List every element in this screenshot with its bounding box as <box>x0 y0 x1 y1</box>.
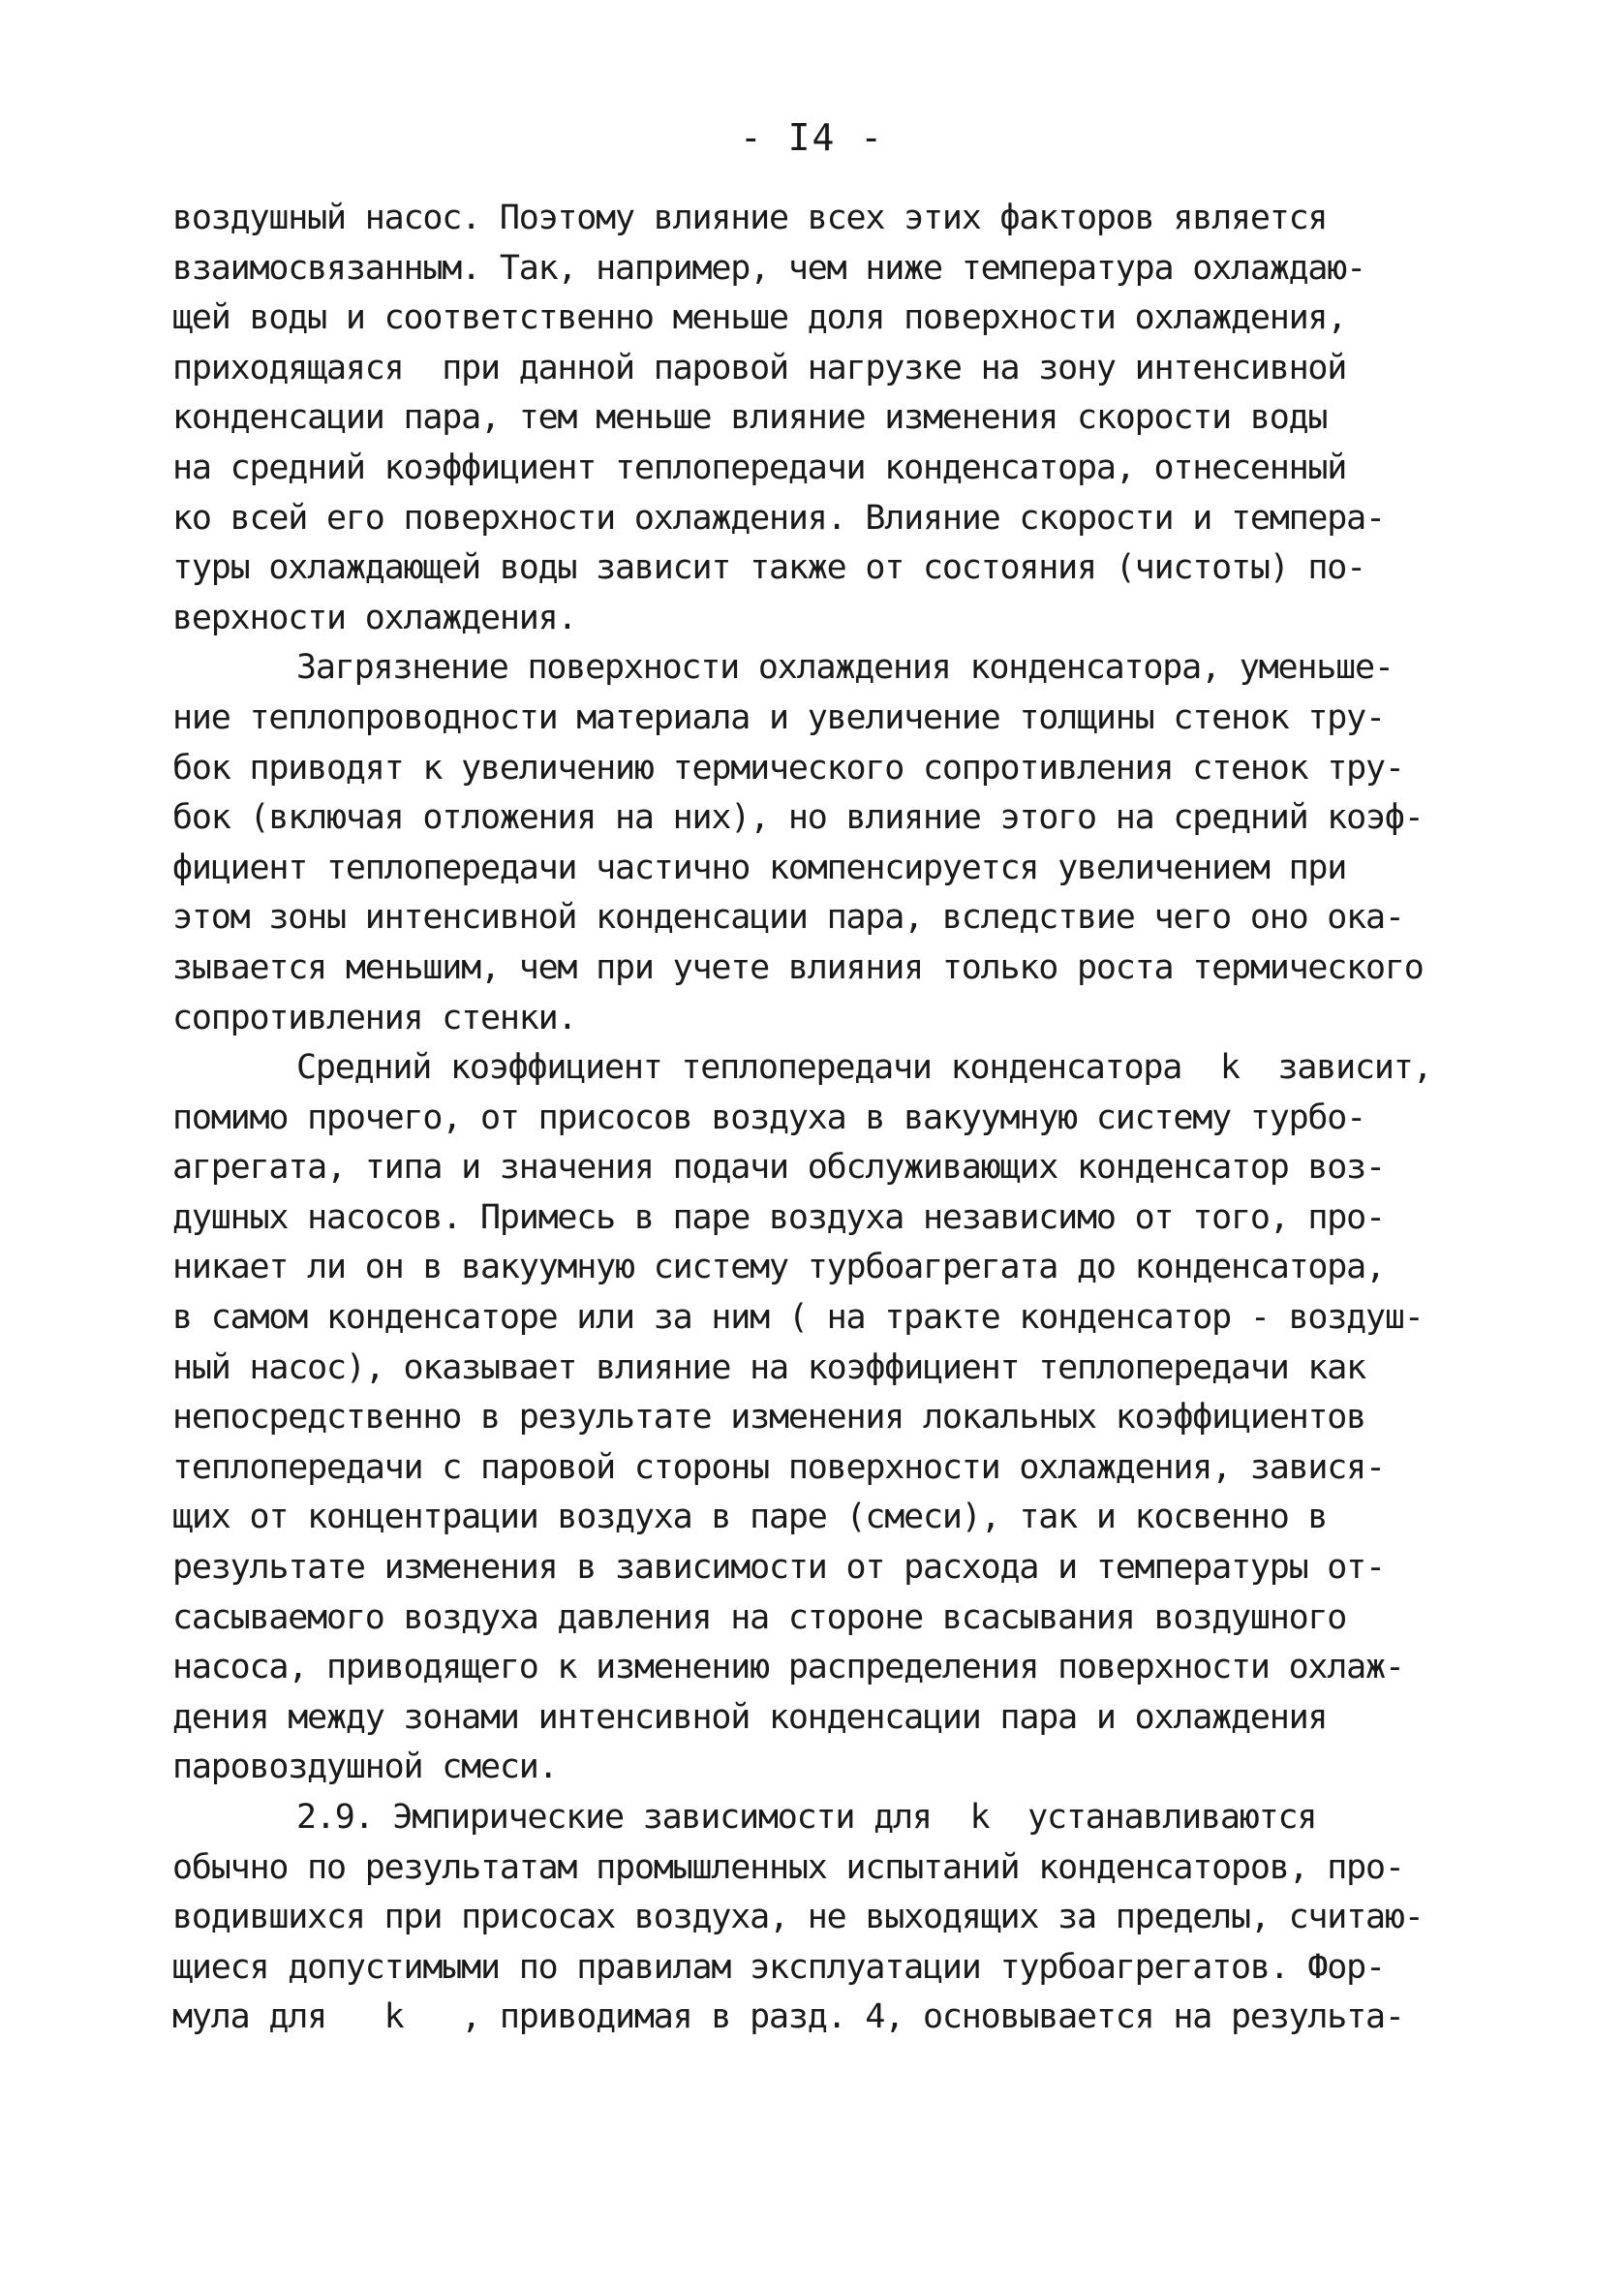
text-line: Загрязнение поверхности охлаждения конденсатора, уменьше- <box>296 648 1394 688</box>
text-line: на средний коэффициент теплопередачи конденсатора, отнесенный <box>172 448 1347 487</box>
text-line: в самом конденсаторе или за ним ( на тракте конденсатор - воздуш- <box>172 1298 1424 1338</box>
text-line: зывается меньшим, чем при учете влияния только роста термического <box>172 947 1424 987</box>
text-line: щих от концентрации воздуха в паре (смеси), так и косвенно в <box>172 1498 1328 1537</box>
text-line: щей воды и соответственно меньше доля поверхности охлаждения, <box>172 298 1347 338</box>
text-line: этом зоны интенсивной конденсации пара, вследствие чего оно ока- <box>172 898 1404 938</box>
text-line: ко всей его поверхности охлаждения. Влияние скорости и темпера- <box>172 498 1385 538</box>
text-line: конденсации пара, тем меньше влияние изменения скорости воды <box>172 398 1328 438</box>
text-line: Средний коэффициент теплопередачи конденсатора k зависит, <box>296 1048 1432 1088</box>
text-line: ние теплопроводности материала и увеличение толщины стенок тру- <box>172 697 1385 737</box>
text-line: бок (включая отложения на них), но влияние этого на средний коэф- <box>172 798 1424 838</box>
page-number: - I4 - <box>739 116 885 159</box>
text-line: бок приводят к увеличению термического сопротивления стенок тру- <box>172 748 1404 788</box>
body-text <box>172 194 1509 2043</box>
text-line: ный насос), оказывает влияние на коэффициент теплопередачи как <box>172 1347 1366 1387</box>
text-line: теплопередачи с паровой стороны поверхности охлаждения, завися- <box>172 1447 1385 1487</box>
text-line: верхности охлаждения. <box>172 598 577 637</box>
text-line: 2.9. Эмпирические зависимости для k устанавливаются <box>296 1798 1317 1837</box>
text-line: взаимосвязанным. Так, например, чем ниже температура охлаждаю- <box>172 248 1366 288</box>
text-line: мула для k , приводимая в разд. 4, основывается на результа- <box>172 1997 1404 2037</box>
text-line: никает ли он в вакуумную систему турбоагрегата до конденсатора, <box>172 1248 1385 1287</box>
text-line: непосредственно в результате изменения локальных коэффициентов <box>172 1398 1366 1438</box>
text-line: дения между зонами интенсивной конденсации пара и охлаждения <box>172 1697 1328 1737</box>
text-line: душных насосов. Примесь в паре воздуха независимо от того, про- <box>172 1197 1385 1237</box>
text-line: фициент теплопередачи частично компенсируется увеличением при <box>172 848 1347 887</box>
text-line: водившихся при присосах воздуха, не выходящих за пределы, считаю- <box>172 1898 1424 1937</box>
text-line: сопротивления стенки. <box>172 998 577 1037</box>
text-line: насоса, приводящего к изменению распределения поверхности охлаж- <box>172 1648 1404 1687</box>
text-line: щиеся допустимыми по правилам эксплуатации турбоагрегатов. Фор- <box>172 1947 1385 1987</box>
text-line: паровоздушной смеси. <box>172 1748 558 1787</box>
text-line: туры охлаждающей воды зависит также от состояния (чистоты) по- <box>172 548 1366 588</box>
text-line: агрегата, типа и значения подачи обслуживающих конденсатор воз- <box>172 1148 1385 1188</box>
text-line: результате изменения в зависимости от расхода и температуры от- <box>172 1548 1385 1588</box>
text-line: обычно по результатам промышленных испытаний конденсаторов, про- <box>172 1847 1404 1887</box>
text-line: помимо прочего, от присосов воздуха в вакуумную систему турбо- <box>172 1098 1366 1137</box>
text-line: воздушный насос. Поэтому влияние всех этих факторов является <box>172 199 1328 237</box>
text-line: сасываемого воздуха давления на стороне всасывания воздушного <box>172 1597 1347 1637</box>
text-line: приходящаяся при данной паровой нагрузке на зону интенсивной <box>172 348 1347 387</box>
